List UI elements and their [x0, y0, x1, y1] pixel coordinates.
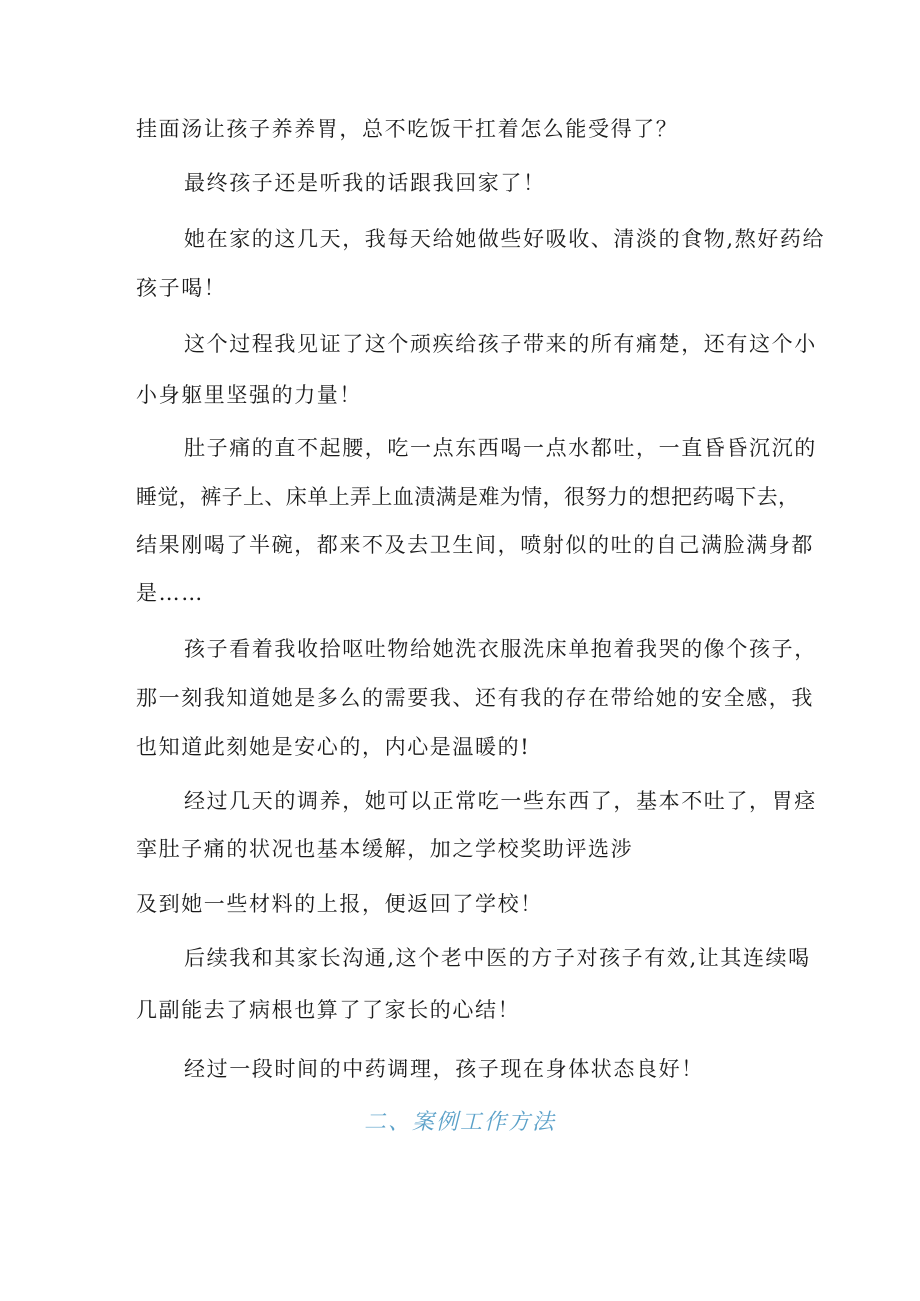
text-line: 后续我和其家长沟通,这个老中医的方子对孩子有效,让其连续喝: [184, 946, 811, 970]
text-line: 经过一段时间的中药调理，孩子现在身体状态良好！: [184, 1057, 704, 1081]
text-line: 经过几天的调养，她可以正常吃一些东西了，基本不吐了，胃痉: [184, 789, 817, 813]
text-line: 及到她一些材料的上报，便返回了学校！: [136, 892, 543, 916]
text-line: 小身躯里坚强的力量！: [136, 383, 362, 407]
text-line: 那一刻我知道她是多么的需要我、还有我的存在带给她的安全感，我: [136, 686, 814, 710]
text-line: 也知道此刻她是安心的，内心是温暖的!: [136, 735, 531, 759]
text-line: 是……: [136, 581, 204, 605]
text-line: 孩子看着我收拾呕吐物给她洗衣服洗床单抱着我哭的像个孩子，: [184, 637, 817, 661]
text-line: 几副能去了病根也算了了家长的心结！: [136, 998, 521, 1022]
text-line: 她在家的这几天，我每天给她做些好吸收、清淡的食物,熬好药给: [184, 227, 826, 251]
section-heading: 二、案例工作方法: [363, 1110, 556, 1135]
text-line: 孩子喝！: [136, 276, 227, 300]
text-line: 挂面汤让孩子养养胃，总不吃饭干扛着怎么能受得了？: [136, 117, 679, 141]
text-line: 睡觉，裤子上、床单上弄上血渍满是难为情，很努力的想把药喝下去，: [136, 485, 800, 509]
text-line: 最终孩子还是听我的话跟我回家了！: [184, 171, 546, 195]
text-line: 结果刚喝了半碗，都来不及去卫生间，喷射似的吐的自己满脸满身都: [136, 533, 814, 557]
text-line: 肚子痛的直不起腰，吃一点东西喝一点水都吐，一直昏昏沉沉的: [184, 436, 817, 460]
text-line: 挛肚子痛的状况也基本缓解，加之学校奖助评选涉: [136, 837, 634, 861]
text-line: 这个过程我见证了这个顽疾给孩子带来的所有痛楚，还有这个小: [184, 332, 817, 356]
